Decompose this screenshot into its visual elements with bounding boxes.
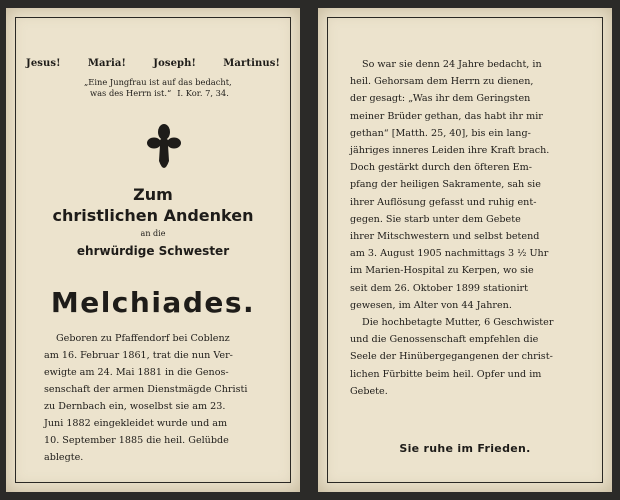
text-line: gethan“ [Matth. 25, 40], bis ein lang-	[350, 127, 531, 139]
bio-line: senschaft der armen Dienstmägde Christi	[44, 384, 248, 395]
bio-line: zu Dernbach ein, woselbst sie am 23.	[44, 401, 226, 412]
prayer-card-front	[6, 8, 300, 492]
invocations-row	[26, 58, 280, 69]
heading-ehrwuerdige-schwester: ehrwürdige Schwester	[76, 244, 230, 258]
bio-line: ewigte am 24. Mai 1881 in die Genos-	[44, 367, 229, 378]
text-line: pfang der heiligen Sakramente, sah sie	[350, 179, 541, 191]
text-line: ihrer Auflösung gefasst und ruhig ent-	[350, 196, 537, 208]
epigraph-line-2: was des Herrn ist.“	[90, 88, 172, 98]
deceased-name: Melchiades.	[50, 286, 256, 319]
text-line: Seele der Hinübergegangenen der christ-	[350, 351, 553, 363]
text-line: ihrer Mitschwestern und selbst betend	[350, 231, 540, 243]
heading-an-die: an die	[140, 229, 166, 238]
epigraph-line-2-row	[84, 88, 282, 99]
epigraph-reference: I. Kor. 7, 34.	[177, 88, 229, 98]
invocation-jesus: Jesus!	[26, 58, 61, 69]
text-line: jähriges inneres Leiden ihre Kraft brach.	[350, 145, 550, 157]
invocation-joseph: Joseph!	[153, 58, 196, 69]
text-line: am 3. August 1905 nachmittags 3 ½ Uhr	[350, 248, 549, 260]
biography-text	[44, 330, 282, 466]
epigraph	[84, 77, 282, 99]
invocation-maria: Maria!	[87, 58, 126, 69]
prayer-card-back	[318, 8, 612, 492]
bio-line: ablegte.	[44, 452, 84, 463]
text-line: So war sie denn 24 Jahre bedacht, in	[362, 59, 542, 70]
epigraph-line-1: „Eine Jungfrau ist auf das bedacht,	[84, 77, 232, 87]
text-line: lichen Fürbitte beim heil. Opfer und im	[350, 368, 542, 380]
closing-blessing: Sie ruhe im Frieden.	[399, 442, 531, 455]
text-line: gegen. Sie starb unter dem Gebete	[350, 213, 521, 225]
text-line: seit dem 26. Oktober 1899 stationirt	[350, 282, 528, 294]
text-line: im Marien-Hospital zu Kerpen, wo sie	[350, 265, 534, 277]
bio-line: Juni 1882 eingekleidet wurde und am	[44, 418, 228, 429]
text-line: der gesagt: „Was ihr dem Geringsten	[350, 93, 531, 105]
bio-line: 10. September 1885 die heil. Gelübde	[44, 435, 229, 446]
cross-icon	[147, 123, 181, 175]
bio-line: am 16. Februar 1861, trat die nun Ver-	[44, 350, 233, 361]
text-line: Gebete.	[350, 385, 388, 397]
back-border-frame	[327, 17, 603, 483]
heading-christlichen-andenken: christlichen Andenken	[52, 206, 254, 225]
invocation-martinus: Martinus!	[223, 58, 280, 69]
memorial-text	[350, 56, 594, 400]
text-line: und die Genossenschaft empfehlen die	[350, 334, 539, 346]
text-line: Die hochbetagte Mutter, 6 Geschwister	[362, 317, 554, 329]
text-line: meiner Brüder gethan, das habt ihr mir	[350, 110, 543, 122]
text-line: Doch gestärkt durch den öfteren Em-	[350, 162, 532, 174]
text-line: heil. Gehorsam dem Herrn zu dienen,	[350, 76, 534, 88]
heading-zum: Zum	[133, 185, 173, 204]
bio-line: Geboren zu Pfaffendorf bei Coblenz	[56, 333, 230, 344]
text-line: gewesen, im Alter von 44 Jahren.	[350, 299, 512, 311]
front-border-frame	[15, 17, 291, 483]
